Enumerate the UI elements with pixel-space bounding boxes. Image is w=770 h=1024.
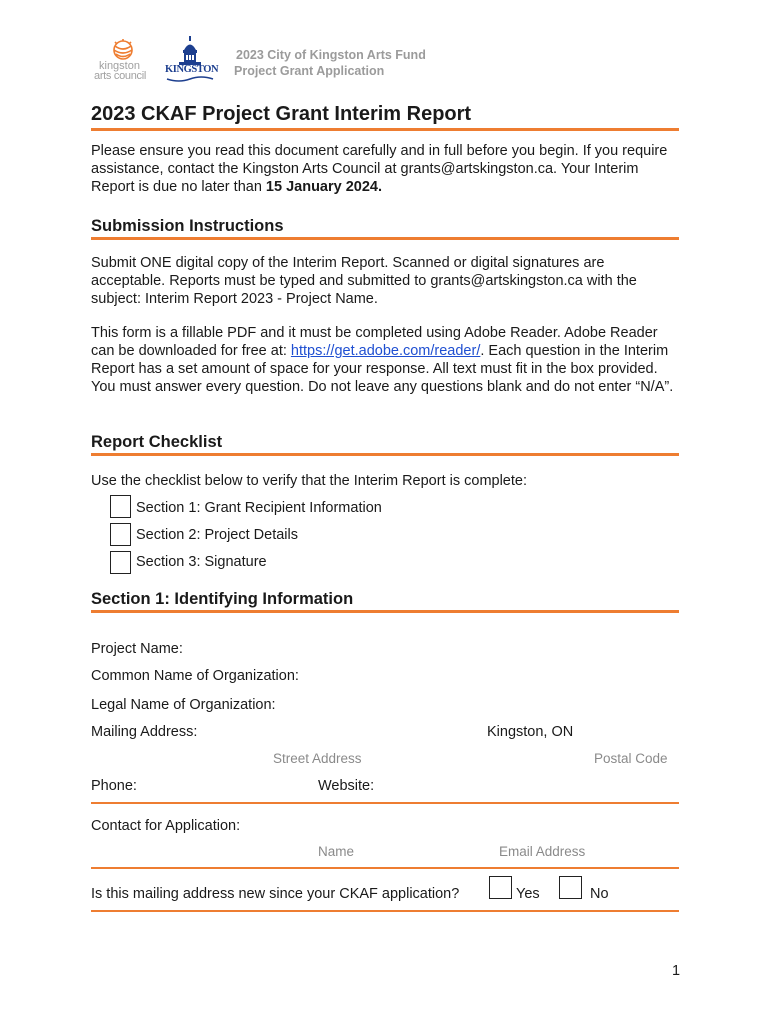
checklist-item-3: Section 3: Signature	[136, 554, 267, 570]
contact-email-hint: Email Address	[499, 844, 586, 859]
phone-field[interactable]	[142, 773, 310, 795]
submission-paragraph-2-end: . Each question in the Interim Report has a set amount of space for your response. All text must fit in the box provided. You must answer every question. Do not leave any questions blank and do not enter “N/A”.	[91, 343, 674, 395]
header-title-2: Project Grant Application	[234, 64, 385, 78]
phone-label: Phone:	[91, 778, 137, 794]
new-address-no-label: No	[590, 886, 609, 902]
new-address-question: Is this mailing address new since your CKAF application?	[91, 886, 460, 902]
project-name-label: Project Name:	[91, 641, 183, 657]
contact-divider	[91, 867, 679, 869]
title-divider	[91, 128, 679, 131]
submission-heading: Submission Instructions	[91, 217, 284, 235]
checklist-checkbox-3[interactable]	[110, 551, 131, 574]
kac-logo-text-1: kingston	[99, 60, 140, 72]
new-address-no-checkbox[interactable]	[559, 876, 582, 899]
submission-paragraph-1: Submit ONE digital copy of the Interim Report. Scanned or digital signatures are acceptable. Reports must be typed and submitted to grants@artskingston.ca with the subject: Interim Report 2023 - Project Name.	[91, 255, 637, 307]
intro-text: Please ensure you read this document carefully and in full before you begin. If you require assistance, contact the Kingston Arts Council at grants@artskingston.ca. Your Interim Report is due no later than	[91, 143, 668, 195]
mailing-address-label: Mailing Address:	[91, 724, 198, 740]
legal-name-label: Legal Name of Organization:	[91, 697, 276, 713]
adobe-reader-link[interactable]: https://get.adobe.com/reader/	[290, 343, 481, 359]
section1-divider	[91, 610, 679, 613]
page-title: 2023 CKAF Project Grant Interim Report	[91, 103, 472, 125]
intro-paragraph	[91, 142, 679, 196]
common-name-label: Common Name of Organization:	[91, 668, 299, 684]
checklist-item-1: Section 1: Grant Recipient Information	[136, 500, 382, 516]
checklist-item-2: Section 2: Project Details	[136, 527, 298, 543]
website-field[interactable]	[380, 773, 679, 795]
common-name-field[interactable]	[310, 663, 679, 685]
kingston-arts-council-logo	[93, 38, 159, 84]
city-of-kingston-logo	[165, 36, 219, 82]
intro-deadline: 15 January 2024.	[265, 179, 383, 195]
checklist-intro: Use the checklist below to verify that the Interim Report is complete:	[91, 473, 527, 489]
street-address-hint: Street Address	[273, 751, 362, 766]
header-title-1: 2023 City of Kingston Arts Fund	[236, 48, 426, 62]
city-logo-wave-icon	[165, 76, 215, 84]
city-logo-text: KINGSTON	[165, 64, 219, 75]
legal-name-field[interactable]	[288, 692, 679, 714]
phone-divider	[91, 802, 679, 804]
postal-code-hint: Postal Code	[594, 751, 668, 766]
website-label: Website:	[318, 778, 375, 794]
checklist-checkbox-2[interactable]	[110, 523, 131, 546]
checklist-checkbox-1[interactable]	[110, 495, 131, 518]
section1-heading: Section 1: Identifying Information	[91, 590, 354, 608]
contact-name-hint: Name	[318, 844, 355, 859]
contact-label: Contact for Application:	[91, 818, 241, 834]
postal-code-field[interactable]	[585, 719, 679, 741]
submission-paragraph-2	[91, 324, 679, 396]
street-address-field[interactable]	[210, 719, 475, 741]
new-address-yes-checkbox[interactable]	[489, 876, 512, 899]
checklist-heading: Report Checklist	[91, 433, 223, 451]
kac-logo-text-2: arts council	[94, 70, 147, 82]
submission-divider	[91, 237, 679, 240]
project-name-field[interactable]	[195, 636, 679, 658]
submission-paragraph-2-start: This form is a fillable PDF and it must be completed using Adobe Reader. Adobe Reader can be downloaded for free at:	[91, 325, 658, 359]
new-address-yes-label: Yes	[516, 886, 540, 902]
page-number: 1	[672, 963, 681, 979]
question-divider	[91, 910, 679, 912]
city-label: Kingston, ON	[487, 724, 574, 740]
checklist-divider	[91, 453, 679, 456]
